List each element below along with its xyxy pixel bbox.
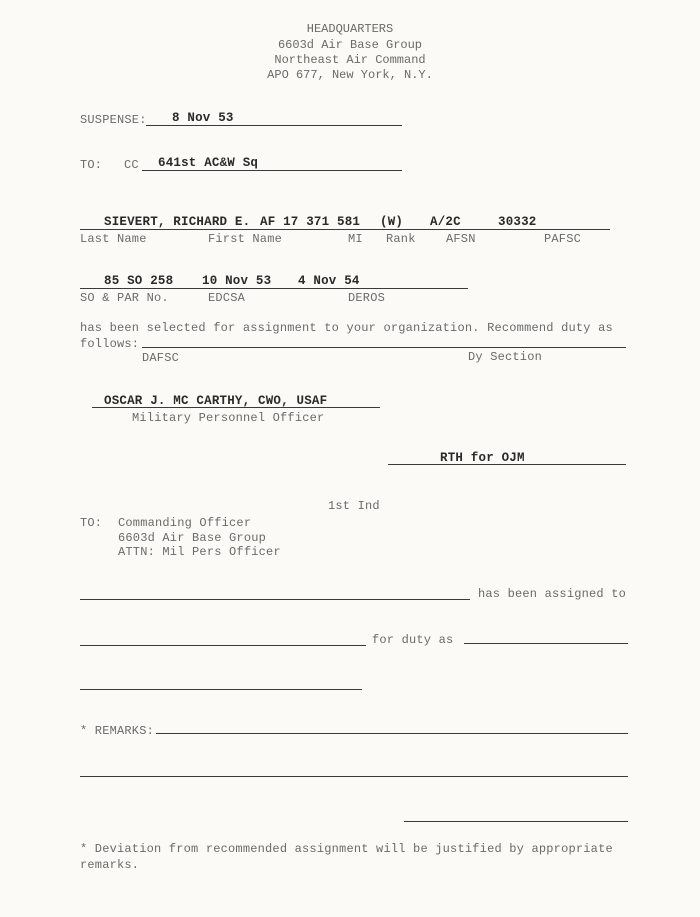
remarks-label: * REMARKS: <box>80 724 155 738</box>
label-afsn: AFSN <box>446 232 476 246</box>
for-duty-as-text: for duty as <box>372 633 454 647</box>
person-underline <box>80 229 610 230</box>
label-so-par: SO & PAR No. <box>80 291 169 305</box>
suspense-value: 8 Nov 53 <box>172 111 234 125</box>
label-edcsa: EDCSA <box>208 291 246 305</box>
ind-to-label: TO: <box>80 516 103 530</box>
label-dy-section: Dy Section <box>468 350 543 364</box>
person-name: SIEVERT, RICHARD E. <box>104 215 251 229</box>
label-mi: MI <box>348 232 363 246</box>
orders-so-par: 85 SO 258 <box>104 274 174 288</box>
label-deros: DEROS <box>348 291 386 305</box>
label-rank: Rank <box>386 232 416 246</box>
footnote-line-2: remarks. <box>80 858 140 872</box>
unit-line <box>80 645 366 646</box>
footnote-line-1: * Deviation from recommended assignment will be justified by appropriate <box>80 842 613 856</box>
selection-text: has been selected for assignment to your organization. Recommend duty as <box>80 321 613 335</box>
for-signature-underline <box>388 464 626 465</box>
suspense-label: SUSPENSE: <box>80 113 147 127</box>
header-line-4: APO 677, New York, N.Y. <box>267 68 433 82</box>
ind-to-line-2: 6603d Air Base Group <box>118 531 267 545</box>
person-race: (W) <box>380 215 404 229</box>
assigned-to-text: has been assigned to <box>478 587 627 601</box>
signature-line <box>404 821 628 822</box>
follows-underline <box>142 347 626 348</box>
to-underline <box>142 170 402 171</box>
orders-underline <box>80 288 468 289</box>
officer-title: Military Personnel Officer <box>132 411 325 425</box>
officer-name: OSCAR J. MC CARTHY, CWO, USAF <box>104 394 328 408</box>
person-rank: A/2C <box>430 215 461 229</box>
label-dafsc: DAFSC <box>142 351 180 365</box>
to-value: 641st AC&W Sq <box>158 156 259 170</box>
orders-deros: 4 Nov 54 <box>298 274 360 288</box>
label-pafsc: PAFSC <box>544 232 582 246</box>
to-label: TO: <box>80 158 103 172</box>
ind-to-line-1: Commanding Officer <box>118 516 252 530</box>
selection-follows: follows: <box>80 337 140 351</box>
assigned-name-line <box>80 599 470 600</box>
label-first-name: First Name <box>208 232 283 246</box>
for-signature: RTH for OJM <box>440 451 525 465</box>
indorsement-title: 1st Ind <box>328 499 380 513</box>
duty-line <box>464 643 628 644</box>
to-prefix: CC <box>124 158 139 172</box>
person-afsn: 30332 <box>498 215 537 229</box>
person-serial: AF 17 371 581 <box>260 215 361 229</box>
header-line-2: 6603d Air Base Group <box>277 38 423 52</box>
label-last-name: Last Name <box>80 232 147 246</box>
officer-underline <box>92 407 380 408</box>
orders-edcsa: 10 Nov 53 <box>202 274 272 288</box>
header-line-1: HEADQUARTERS <box>306 22 394 36</box>
ind-to-line-3: ATTN: Mil Pers Officer <box>118 545 281 559</box>
header-line-3: Northeast Air Command <box>274 53 426 67</box>
remarks-line-2 <box>80 776 628 777</box>
remarks-line-1 <box>156 733 628 734</box>
continuation-line <box>80 689 362 690</box>
suspense-underline <box>146 125 402 126</box>
